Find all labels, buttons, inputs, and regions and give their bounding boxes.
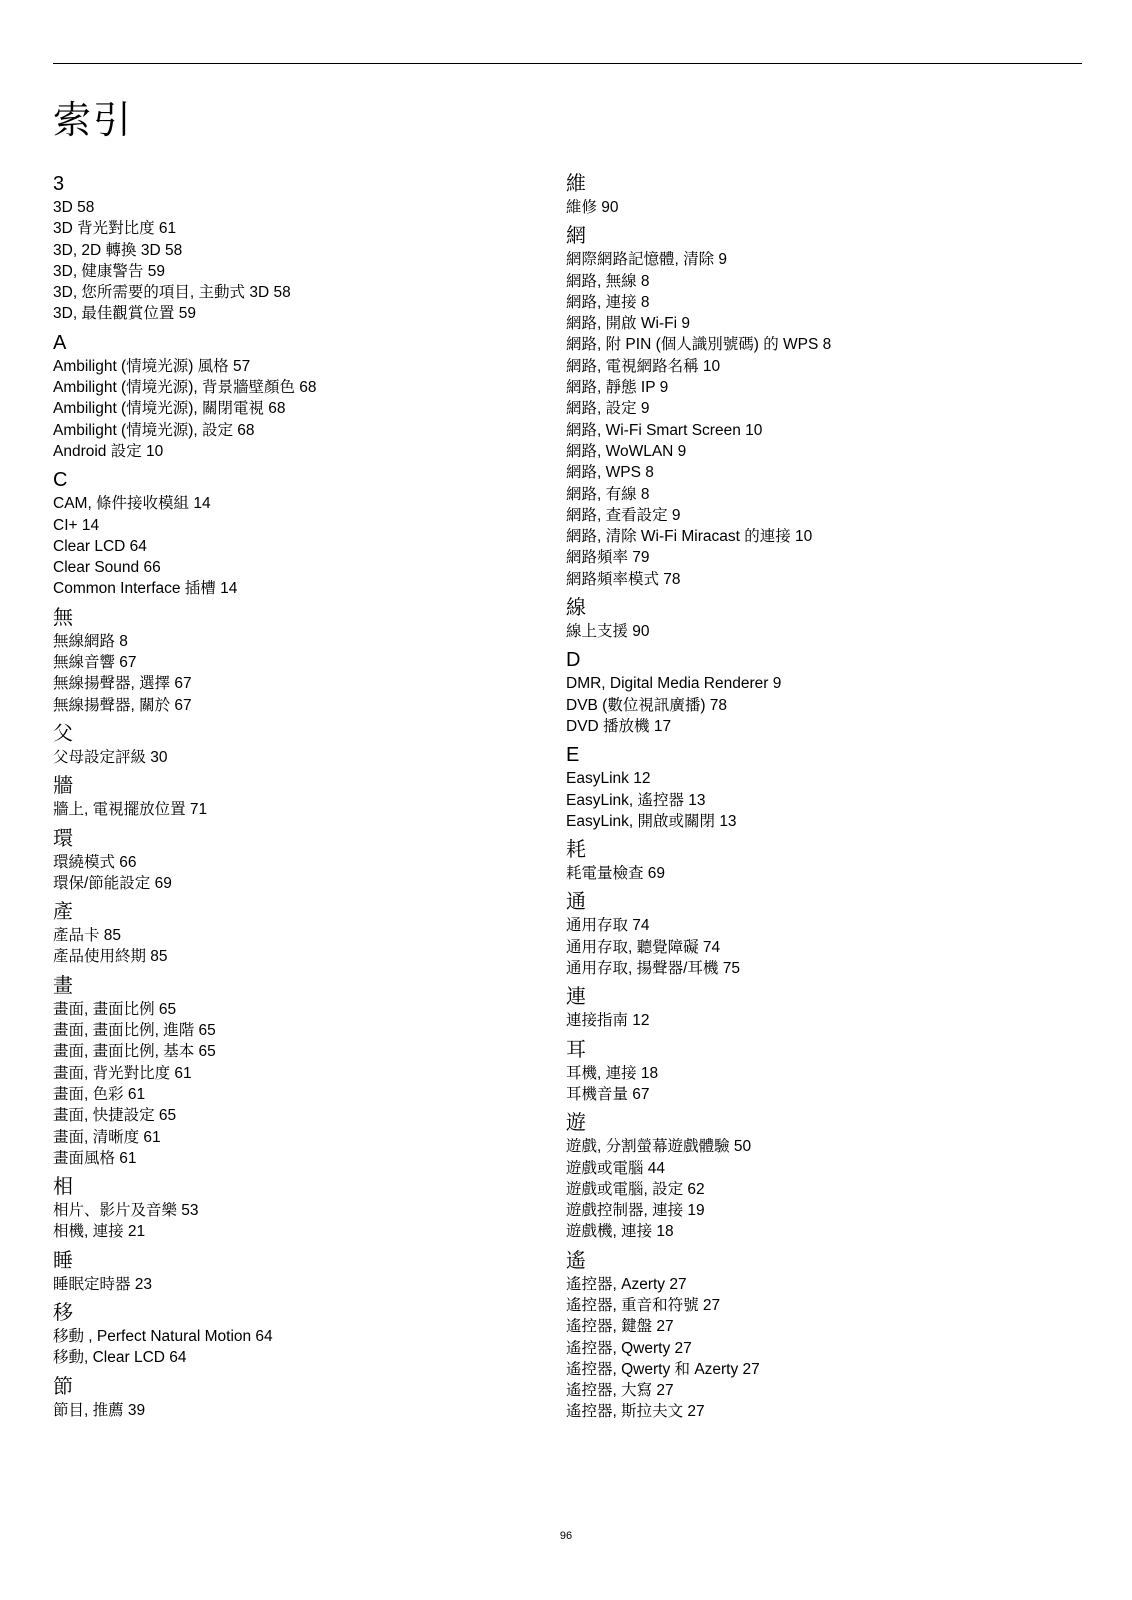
index-group-heading: 3 [53,173,65,195]
index-entry: DVD 播放機 17 [566,717,672,735]
index-entry: 遊戲控制器, 連接 19 [566,1202,705,1220]
index-group [53,468,523,599]
index-group-heading: 連 [566,986,586,1009]
index-entry: Clear LCD 64 [53,537,147,555]
index-entry: 畫面, 色彩 61 [53,1085,146,1103]
index-group [53,1375,523,1421]
index-entry: 通用存取, 聽覺障礙 74 [566,938,721,956]
index-entry: 睡眠定時器 23 [53,1275,153,1293]
top-rule [53,63,1082,64]
index-group [566,890,1036,979]
index-group [566,985,1036,1031]
index-group-heading: 無 [53,606,73,629]
index-entry: 無線網路 8 [53,632,128,650]
index-entry: 網路, 查看設定 9 [566,506,681,524]
index-entry: Ambilight (情境光源), 背景牆壁顏色 68 [53,379,317,397]
index-entry: 網路, Wi-Fi Smart Screen 10 [566,421,763,439]
index-group-heading: E [566,744,580,767]
index-entry: 遊戲機, 連接 18 [566,1223,674,1241]
index-group [53,974,523,1169]
index-entry: 遊戲或電腦, 設定 62 [566,1180,705,1198]
index-entry: EasyLink, 遙控器 13 [566,791,706,809]
index-column-left [53,172,523,1427]
index-group [53,1301,523,1369]
index-group-heading: D [566,649,581,672]
index-entry: 線上支援 90 [566,623,650,641]
index-entry: Ambilight (情境光源) 風格 57 [53,357,251,375]
index-entry: 產品卡 85 [53,927,122,945]
index-entry: 網路, 有線 8 [566,485,650,503]
index-entry: 畫面, 快捷設定 65 [53,1107,177,1125]
index-group [566,838,1036,884]
index-entry: 網路, 設定 9 [566,400,650,418]
index-entry: Common Interface 插槽 14 [53,580,238,598]
index-group [53,172,523,325]
index-entry: 環繞模式 66 [53,853,137,871]
index-entry: 3D, 您所需要的項目, 主動式 3D 58 [53,284,291,302]
index-entry: 遙控器, 鍵盤 27 [566,1318,674,1336]
index-group-heading: A [53,331,67,354]
index-group [53,722,523,768]
index-entry: Clear Sound 66 [53,559,161,577]
index-entry: 遊戲, 分割螢幕遊戲體驗 50 [566,1138,752,1156]
index-entry: 產品使用終期 85 [53,948,168,966]
index-entry: 牆上, 電視擺放位置 71 [53,801,208,819]
index-entry: 無線揚聲器, 關於 67 [53,696,192,714]
index-entry: CAM, 條件接收模組 14 [53,495,211,513]
page-number: 96 [559,1530,573,1542]
index-entry: 網路, 清除 Wi-Fi Miracast 的連接 10 [566,528,813,546]
index-group-heading: 畫 [53,974,73,997]
index-group-heading: 產 [53,901,73,924]
index-group [566,1038,1036,1106]
index-group [53,827,523,895]
index-group [566,224,1036,590]
page-title: 索引 [53,100,134,143]
index-entry: 網路, 開啟 Wi-Fi 9 [566,315,690,333]
index-entry: 通用存取 74 [566,917,650,935]
index-entry: 網路, 無線 8 [566,272,650,290]
index-entry: 3D 背光對比度 61 [53,220,177,238]
index-entry: 遊戲或電腦 44 [566,1159,666,1177]
index-entry: 3D 58 [53,199,95,216]
index-group-heading: C [53,469,68,492]
index-entry: 環保/節能設定 69 [53,874,172,892]
index-group-heading: 睡 [53,1249,73,1272]
index-group-heading: 牆 [53,775,73,798]
index-entry: 遙控器, 斯拉夫文 27 [566,1403,705,1421]
index-entry: 網際網路記憶體, 清除 9 [566,251,728,269]
index-entry: 網路, WPS 8 [566,464,654,482]
index-group [566,648,1036,737]
index-entry: 網路, 電視網路名稱 10 [566,357,721,375]
index-entry: 3D, 2D 轉換 3D 58 [53,241,183,259]
index-entry: 網路, 附 PIN (個人識別號碼) 的 WPS 8 [566,336,832,354]
index-entry: Ambilight (情境光源), 關閉電視 68 [53,400,286,418]
index-entry: 相機, 連接 21 [53,1223,146,1241]
index-group-heading: 移 [53,1301,73,1324]
index-group-heading: 網 [566,225,586,248]
index-entry: 畫面, 背光對比度 61 [53,1064,192,1082]
index-entry: 遙控器, Qwerty 27 [566,1339,692,1357]
index-entry: 移動, Clear LCD 64 [53,1349,187,1367]
index-entry: 維修 90 [566,199,619,216]
index-group [566,743,1036,832]
index-group-heading: 環 [53,827,73,850]
index-entry: 耳機, 連接 18 [566,1064,659,1082]
index-group-heading: 相 [53,1176,73,1199]
index-entry: EasyLink, 開啟或關閉 13 [566,812,737,830]
index-entry: 3D, 最佳觀賞位置 59 [53,305,196,323]
index-entry: 畫面, 畫面比例 65 [53,1000,177,1018]
index-entry: 遙控器, 重音和符號 27 [566,1296,721,1314]
index-group [566,1249,1036,1423]
index-entry: DMR, Digital Media Renderer 9 [566,675,782,693]
index-group-heading: 線 [566,597,586,620]
index-entry: CI+ 14 [53,516,100,534]
index-entry: 連接指南 12 [566,1012,650,1030]
index-group [53,774,523,820]
index-group-heading: 遊 [566,1112,586,1135]
index-entry: 網路頻率 79 [566,549,650,567]
index-entry: 耳機音量 67 [566,1085,650,1103]
index-entry: 移動 , Perfect Natural Motion 64 [53,1327,273,1345]
index-entry: EasyLink 12 [566,770,651,788]
index-entry: 網路, WoWLAN 9 [566,442,687,460]
index-group [566,172,1036,218]
index-entry: 網路, 靜態 IP 9 [566,379,669,397]
index-entry: 網路, 連接 8 [566,293,650,311]
index-group-heading: 耳 [566,1038,586,1061]
index-group [566,596,1036,642]
index-group-heading: 通 [566,891,586,914]
index-column-right [566,172,1036,1429]
index-entry: 畫面, 清晰度 61 [53,1128,161,1146]
index-entry: 畫面, 畫面比例, 基本 65 [53,1043,216,1061]
index-entry: 父母設定評級 30 [53,748,168,766]
index-group [53,1175,523,1243]
index-group-heading: 父 [53,722,73,745]
index-entry: 無線音響 67 [53,654,137,672]
index-group [53,1249,523,1295]
index-group-heading: 遙 [566,1249,586,1272]
index-group-heading: 節 [53,1375,73,1398]
index-entry: 節目, 推薦 39 [53,1401,146,1419]
index-group [566,1111,1036,1242]
index-group-heading: 維 [566,173,586,195]
index-group [53,331,523,462]
index-entry: 網路頻率模式 78 [566,570,681,588]
index-entry: 耗電量檢查 69 [566,865,666,883]
index-entry: 3D, 健康警告 59 [53,262,165,280]
index-entry: Ambilight (情境光源), 設定 68 [53,421,255,439]
index-entry: 畫面, 畫面比例, 進階 65 [53,1022,216,1040]
index-entry: 畫面風格 61 [53,1149,137,1167]
index-entry: Android 設定 10 [53,442,164,460]
index-group [53,900,523,968]
index-entry: 無線揚聲器, 選擇 67 [53,675,192,693]
index-entry: 遙控器, Azerty 27 [566,1275,687,1293]
index-group-heading: 耗 [566,839,586,862]
index-entry: 遙控器, 大寫 27 [566,1382,674,1400]
index-entry: DVB (數位視訊廣播) 78 [566,696,728,714]
index-group [53,606,523,716]
index-entry: 遙控器, Qwerty 和 Azerty 27 [566,1360,760,1378]
index-entry: 相片、影片及音樂 53 [53,1202,199,1220]
index-entry: 通用存取, 揚聲器/耳機 75 [566,960,740,978]
